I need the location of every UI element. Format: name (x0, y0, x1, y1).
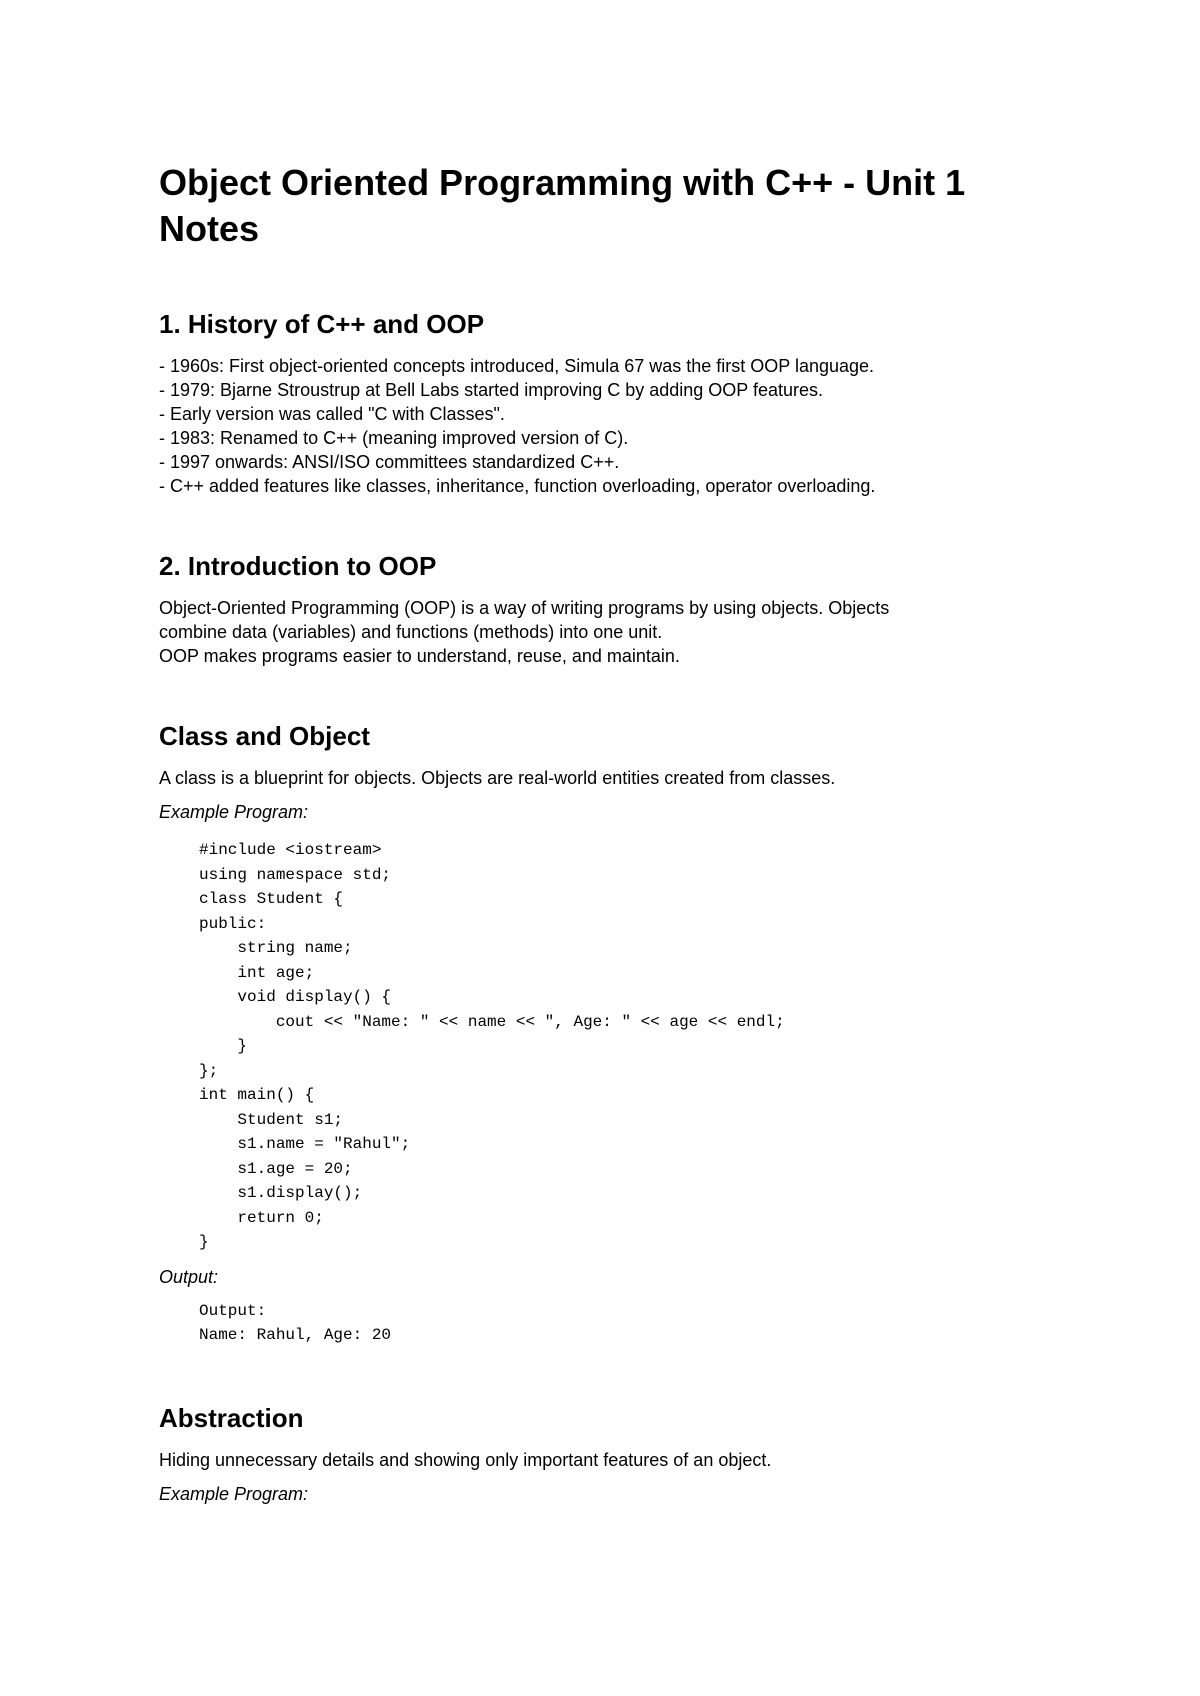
code-line: public: (199, 914, 267, 933)
list-item: - 1960s: First object-oriented concepts introduced, Simula 67 was the first OOP language. (159, 356, 875, 376)
abstraction-description: Hiding unnecessary details and showing only important features of an object. (159, 1449, 772, 1470)
code-line: return 0; (199, 1208, 324, 1227)
list-item: - 1979: Bjarne Stroustrup at Bell Labs started improving C by adding OOP features. (159, 380, 824, 400)
document-page (159, 160, 1039, 1506)
code-block (199, 838, 1039, 1255)
list-item: - 1983: Renamed to C++ (meaning improved version of C). (159, 428, 629, 448)
output-block (199, 1299, 1039, 1348)
section-heading-intro: 2. Introduction to OOP (159, 551, 437, 581)
code-line: s1.name = "Rahul"; (199, 1135, 411, 1153)
output-label: Output: (159, 1266, 219, 1287)
section-heading-class-object: Class and Object (159, 721, 370, 751)
code-line: s1.age = 20; (199, 1159, 353, 1178)
paragraph-line: combine data (variables) and functions (methods) into one unit. (159, 622, 663, 642)
code-line: class Student { (199, 890, 344, 908)
code-line: string name; (199, 939, 353, 957)
code-line: int age; (199, 963, 315, 982)
code-line: int main() { (199, 1086, 315, 1104)
list-item: - C++ added features like classes, inheritance, function overloading, operator overloading. (159, 476, 876, 496)
code-line: void display() { (199, 988, 392, 1006)
code-line: } (199, 1233, 209, 1251)
section-heading-abstraction: Abstraction (159, 1402, 304, 1433)
list-item: - 1997 onwards: ANSI/ISO committees standardized C++. (159, 452, 620, 472)
code-line: cout << "Name: " << name << ", Age: " << age << endl; (199, 1012, 785, 1031)
document-title: Object Oriented Programming with C++ - Unit 1 Notes (159, 162, 966, 249)
code-line: s1.display(); (199, 1184, 363, 1202)
class-object-description: A class is a blueprint for objects. Objects are real-world entities created from classes. (159, 768, 836, 788)
output-line: Output: (199, 1301, 267, 1320)
example-program-label: Example Program: (159, 802, 309, 822)
section-heading-history: 1. History of C++ and OOP (159, 309, 485, 339)
paragraph-line: Object-Oriented Programming (OOP) is a way of writing programs by using objects. Objects (159, 598, 890, 618)
intro-paragraph (159, 596, 1039, 668)
code-line: using namespace std; (199, 865, 392, 884)
code-line: #include <iostream> (199, 841, 382, 859)
history-list (159, 354, 1039, 498)
example-program-label: Example Program: (159, 1483, 309, 1504)
code-line: Student s1; (199, 1110, 344, 1129)
code-line: } (199, 1037, 248, 1055)
list-item: - Early version was called "C with Classes". (159, 404, 505, 424)
paragraph-line: OOP makes programs easier to understand, reuse, and maintain. (159, 646, 680, 666)
output-line: Name: Rahul, Age: 20 (199, 1326, 392, 1344)
code-line: }; (199, 1061, 219, 1080)
